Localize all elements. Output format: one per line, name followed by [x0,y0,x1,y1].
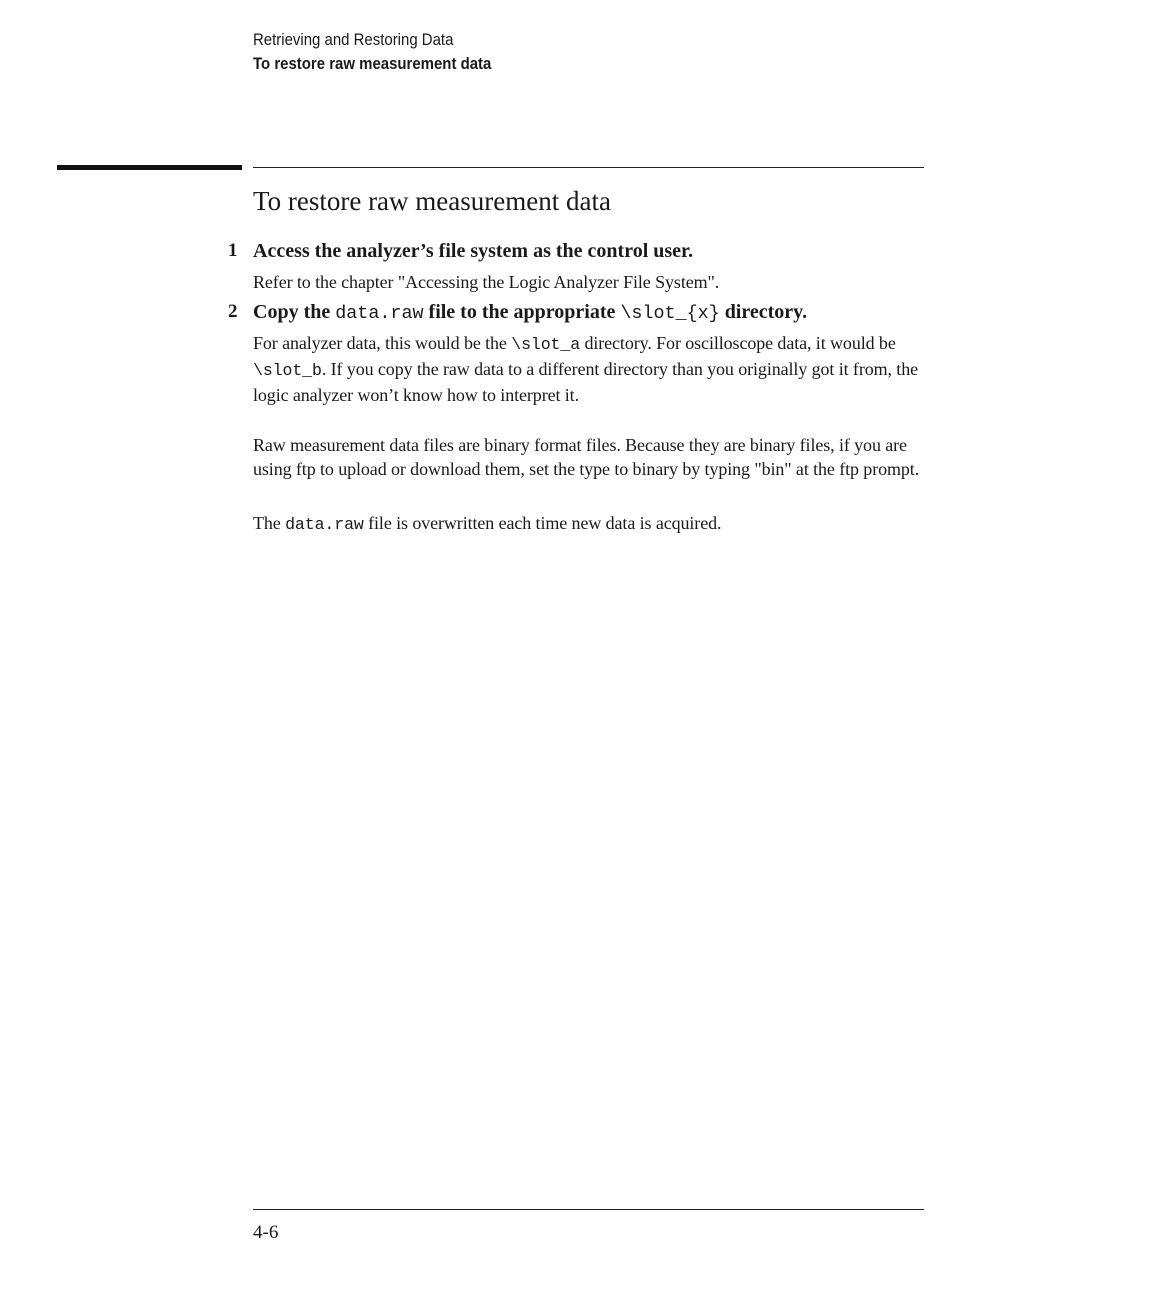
step-number: 1 [228,240,238,261]
text-run: For analyzer data, this would be the [253,333,512,353]
footer-divider [253,1209,924,1210]
step-2-paragraph-2: Raw measurement data files are binary format files. Because they are binary files, if you are using ftp to upload or download them, set the type to binary by typing "bin" at the ftp prompt. [253,435,920,479]
step-2-paragraph-1 [253,331,923,407]
text-run: directory. For oscilloscope data, it would be [580,333,896,353]
directory-code: \slot_a [511,335,581,354]
text-run: file is overwritten each time new data is acquired. [363,513,722,533]
filename-code: data.raw [335,303,424,324]
heading-text: directory. [719,301,808,323]
running-header [253,28,491,76]
directory-code: \slot_{x} [620,303,720,324]
heading-text: file to the appropriate [423,301,621,323]
filename-code: data.raw [285,515,364,534]
step-number: 2 [228,301,238,322]
section-running-title: To restore raw measurement data [253,54,492,73]
step-2-paragraph-3 [253,511,923,537]
text-run: The [253,513,286,533]
section-divider-thick [57,165,242,170]
directory-code: \slot_b [253,361,322,380]
step-heading [253,300,807,326]
text-run: . If you copy the raw data to a different directory than you originally got it from, the logic analyzer won’t know how to interpret it. [253,359,918,405]
chapter-title: Retrieving and Restoring Data [253,30,454,49]
page-title: To restore raw measurement data [253,186,611,216]
page-number: 4-6 [253,1222,279,1243]
step-1-body: Refer to the chapter "Accessing the Logic Analyzer File System". [253,272,720,292]
section-divider-thin [253,167,924,168]
step-heading: Access the analyzer’s file system as the control user. [253,240,694,262]
heading-text: Copy the [253,301,336,323]
